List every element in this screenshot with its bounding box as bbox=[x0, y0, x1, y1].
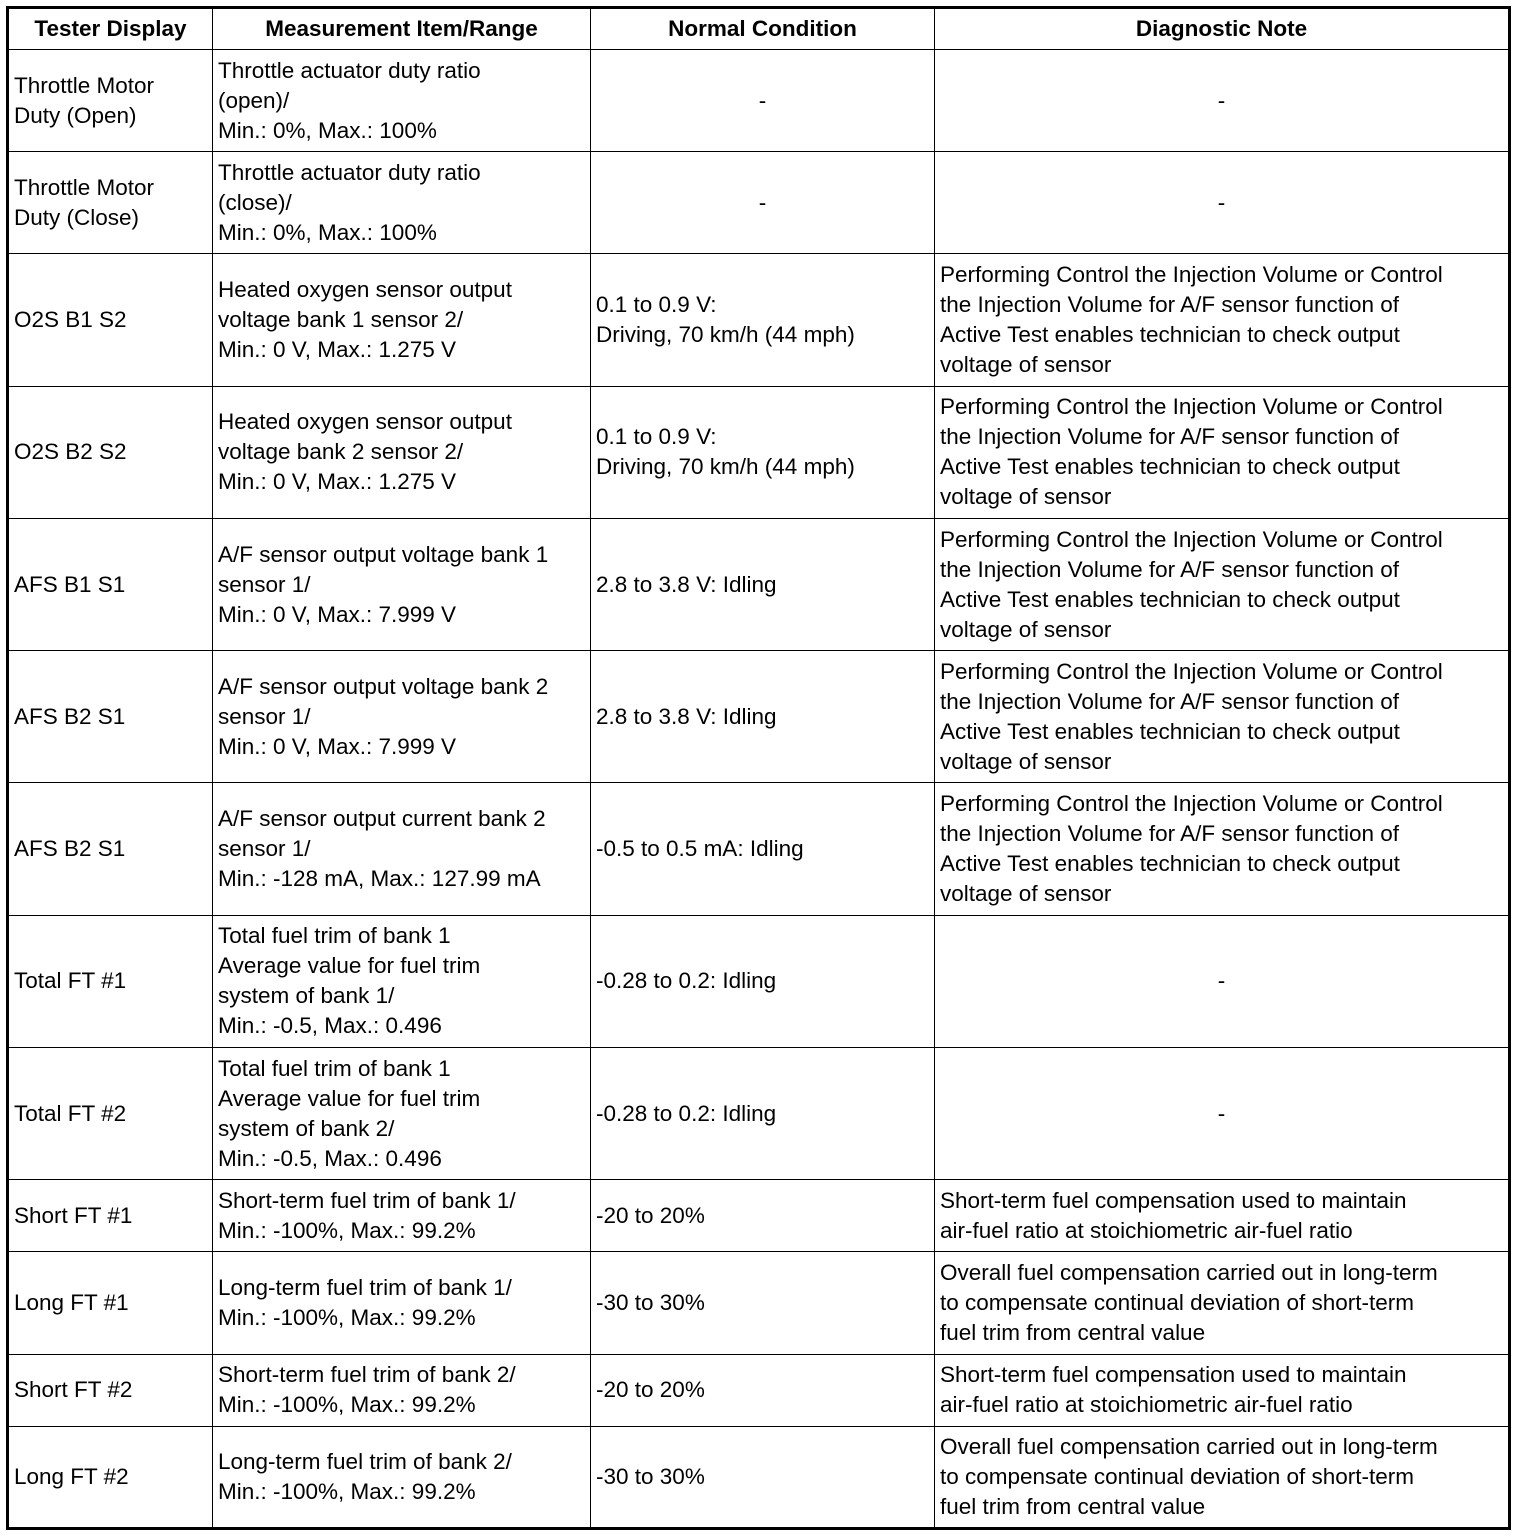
cell-diagnostic-note: Performing Control the Injection Volume or Control the Injection Volume for A/F sensor function of Active Test enables technician to check output voltage of sensor bbox=[935, 783, 1510, 915]
table-container bbox=[6, 6, 1508, 1530]
cell-tester-display: O2S B2 S2 bbox=[8, 386, 213, 518]
cell-tester-display: Total FT #2 bbox=[8, 1048, 213, 1180]
cell-normal-condition: -20 to 20% bbox=[591, 1354, 935, 1426]
cell-normal-condition: 2.8 to 3.8 V: Idling bbox=[591, 518, 935, 650]
cell-diagnostic-note: - bbox=[935, 1048, 1510, 1180]
cell-measurement-item: Total fuel trim of bank 1 Average value for fuel trim system of bank 1/ Min.: -0.5, Max.: 0.496 bbox=[213, 915, 591, 1047]
table-row bbox=[8, 1252, 1510, 1354]
cell-diagnostic-note: Performing Control the Injection Volume or Control the Injection Volume for A/F sensor function of Active Test enables technician to check output voltage of sensor bbox=[935, 518, 1510, 650]
table-row bbox=[8, 783, 1510, 915]
cell-measurement-item: Long-term fuel trim of bank 1/ Min.: -100%, Max.: 99.2% bbox=[213, 1252, 591, 1354]
table-row bbox=[8, 254, 1510, 386]
cell-measurement-item: Heated oxygen sensor output voltage bank 1 sensor 2/ Min.: 0 V, Max.: 1.275 V bbox=[213, 254, 591, 386]
cell-tester-display: Long FT #1 bbox=[8, 1252, 213, 1354]
cell-normal-condition: -20 to 20% bbox=[591, 1180, 935, 1252]
cell-tester-display: Total FT #1 bbox=[8, 915, 213, 1047]
header-tester-display: Tester Display bbox=[8, 8, 213, 50]
cell-normal-condition: -30 to 30% bbox=[591, 1252, 935, 1354]
cell-measurement-item: A/F sensor output voltage bank 2 sensor 1/ Min.: 0 V, Max.: 7.999 V bbox=[213, 651, 591, 783]
cell-measurement-item: Short-term fuel trim of bank 1/ Min.: -100%, Max.: 99.2% bbox=[213, 1180, 591, 1252]
cell-normal-condition: -0.5 to 0.5 mA: Idling bbox=[591, 783, 935, 915]
diagnostic-data-table bbox=[6, 6, 1511, 1530]
cell-diagnostic-note: - bbox=[935, 152, 1510, 254]
cell-tester-display: Throttle Motor Duty (Open) bbox=[8, 50, 213, 152]
cell-normal-condition: -30 to 30% bbox=[591, 1426, 935, 1528]
table-row bbox=[8, 1180, 1510, 1252]
cell-diagnostic-note: Overall fuel compensation carried out in long-term to compensate continual deviation of short-term fuel trim from central value bbox=[935, 1252, 1510, 1354]
table-row bbox=[8, 1354, 1510, 1426]
cell-measurement-item: A/F sensor output voltage bank 1 sensor 1/ Min.: 0 V, Max.: 7.999 V bbox=[213, 518, 591, 650]
cell-normal-condition: 2.8 to 3.8 V: Idling bbox=[591, 651, 935, 783]
table-row bbox=[8, 1048, 1510, 1180]
table-row bbox=[8, 152, 1510, 254]
cell-measurement-item: Throttle actuator duty ratio (close)/ Min.: 0%, Max.: 100% bbox=[213, 152, 591, 254]
header-normal-condition: Normal Condition bbox=[591, 8, 935, 50]
header-diagnostic-note: Diagnostic Note bbox=[935, 8, 1510, 50]
table-row bbox=[8, 1426, 1510, 1528]
header-measurement-item: Measurement Item/Range bbox=[213, 8, 591, 50]
cell-tester-display: O2S B1 S2 bbox=[8, 254, 213, 386]
cell-diagnostic-note: - bbox=[935, 915, 1510, 1047]
cell-tester-display: Short FT #2 bbox=[8, 1354, 213, 1426]
cell-diagnostic-note: Performing Control the Injection Volume or Control the Injection Volume for A/F sensor function of Active Test enables technician to check output voltage of sensor bbox=[935, 386, 1510, 518]
cell-measurement-item: Total fuel trim of bank 1 Average value for fuel trim system of bank 2/ Min.: -0.5, Max.: 0.496 bbox=[213, 1048, 591, 1180]
cell-diagnostic-note: - bbox=[935, 50, 1510, 152]
table-row bbox=[8, 915, 1510, 1047]
cell-normal-condition: 0.1 to 0.9 V: Driving, 70 km/h (44 mph) bbox=[591, 386, 935, 518]
table-row bbox=[8, 651, 1510, 783]
header-row bbox=[8, 8, 1510, 50]
cell-tester-display: Short FT #1 bbox=[8, 1180, 213, 1252]
cell-tester-display: Throttle Motor Duty (Close) bbox=[8, 152, 213, 254]
cell-normal-condition: - bbox=[591, 50, 935, 152]
cell-normal-condition: -0.28 to 0.2: Idling bbox=[591, 1048, 935, 1180]
table-row bbox=[8, 518, 1510, 650]
cell-measurement-item: Throttle actuator duty ratio (open)/ Min.: 0%, Max.: 100% bbox=[213, 50, 591, 152]
cell-tester-display: AFS B1 S1 bbox=[8, 518, 213, 650]
cell-normal-condition: - bbox=[591, 152, 935, 254]
cell-diagnostic-note: Short-term fuel compensation used to maintain air-fuel ratio at stoichiometric air-fuel ratio bbox=[935, 1180, 1510, 1252]
cell-measurement-item: Heated oxygen sensor output voltage bank 2 sensor 2/ Min.: 0 V, Max.: 1.275 V bbox=[213, 386, 591, 518]
table-row bbox=[8, 50, 1510, 152]
cell-diagnostic-note: Short-term fuel compensation used to maintain air-fuel ratio at stoichiometric air-fuel ratio bbox=[935, 1354, 1510, 1426]
cell-tester-display: AFS B2 S1 bbox=[8, 651, 213, 783]
cell-diagnostic-note: Performing Control the Injection Volume or Control the Injection Volume for A/F sensor function of Active Test enables technician to check output voltage of sensor bbox=[935, 651, 1510, 783]
table-row bbox=[8, 386, 1510, 518]
cell-diagnostic-note: Performing Control the Injection Volume or Control the Injection Volume for A/F sensor function of Active Test enables technician to check output voltage of sensor bbox=[935, 254, 1510, 386]
cell-measurement-item: A/F sensor output current bank 2 sensor 1/ Min.: -128 mA, Max.: 127.99 mA bbox=[213, 783, 591, 915]
cell-tester-display: AFS B2 S1 bbox=[8, 783, 213, 915]
cell-measurement-item: Short-term fuel trim of bank 2/ Min.: -100%, Max.: 99.2% bbox=[213, 1354, 591, 1426]
cell-diagnostic-note: Overall fuel compensation carried out in long-term to compensate continual deviation of short-term fuel trim from central value bbox=[935, 1426, 1510, 1528]
cell-measurement-item: Long-term fuel trim of bank 2/ Min.: -100%, Max.: 99.2% bbox=[213, 1426, 591, 1528]
cell-normal-condition: 0.1 to 0.9 V: Driving, 70 km/h (44 mph) bbox=[591, 254, 935, 386]
cell-normal-condition: -0.28 to 0.2: Idling bbox=[591, 915, 935, 1047]
cell-tester-display: Long FT #2 bbox=[8, 1426, 213, 1528]
